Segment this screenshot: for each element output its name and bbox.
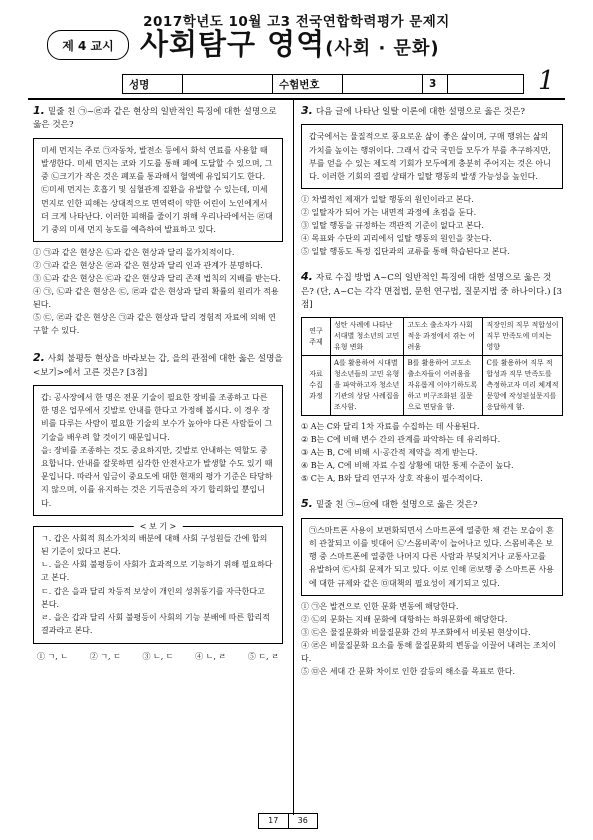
table-cell: 고도소 출소자가 사회 적응 과정에서 겪는 어려움 (404, 318, 483, 356)
question-4-options (301, 420, 563, 485)
question-3-number: 3. (301, 104, 313, 117)
table-cell: 직장인의 직무 적합성이 직무 만족도에 미치는 영향 (483, 318, 563, 356)
question-4-number: 4. (301, 270, 313, 284)
question-2-bogi-box (33, 521, 283, 644)
exam-number-label: 수험번호 (273, 75, 343, 93)
table-cell: B를 활용하여 고도소 출소자들이 어려움을 자유롭게 이야기하도록 하고 비구조화된 질문으로 면담을 함. (404, 356, 483, 416)
option[interactable]: ⑤ ㉢, ㉣과 같은 현상은 ㉠과 같은 현상과 달리 경험적 자료에 의해 연구할 수 있다. (33, 313, 276, 336)
exam-number-field (343, 75, 423, 93)
question-5-passage: ㉠스마트폰 사용이 보편화되면서 스마트폰에 열중한 채 걷는 모습이 흔히 관찰되고 이를 빗대어 ㉡'스몸비족'이 늘어나고 있다. 스몸비족은 보행 중 스마트폰에 열중한 나머지 다른 사람과 부딪치거나 교통사고를 유발하여 ㉢사회 문제가 되고 있다. 이로 인해 ㉣보행 중 스마트폰 사용에 대한 규제와 같은 ㉤대책의 필요성이 제기되고 있다. (301, 518, 563, 596)
option[interactable]: ③ A는 B, C에 비해 시·공간적 제약을 적게 받는다. (301, 448, 478, 458)
question-2-stem: 사회 불평등 현상을 바라보는 갑, 을의 관점에 대한 옳은 설명을 <보기>에서 고른 것은? [3점] (33, 354, 283, 378)
option[interactable]: ③ 일탈 행동을 규정하는 객관적 기준이 없다고 본다. (301, 221, 484, 231)
bogi-item: ㄴ. 을은 사회 불평등이 사회가 효과적으로 기능하기 위해 필요하다고 본다. (41, 560, 273, 583)
option[interactable]: ③ ㉡과 같은 현상은 ㉢과 같은 현상과 달리 존재 법칙의 지배를 받는다. (33, 274, 281, 284)
option[interactable]: ④ ㄴ, ㄹ (195, 651, 227, 661)
option[interactable]: ⑤ 일탈 행동도 특정 집단과의 교류를 통해 학습된다고 본다. (301, 247, 510, 257)
option[interactable]: ⑤ ㄷ, ㄹ (247, 651, 279, 661)
table-cell: C를 활용하여 직무 적합성과 직무 만족도를 측정하고자 미리 체계적 문항에 작성된설문지를 응답하게 함. (483, 356, 563, 416)
question-2-options (33, 650, 283, 663)
name-label: 성명 (123, 75, 183, 93)
option[interactable]: ④ B는 A, C에 비해 자료 수집 상황에 대한 통제 수준이 높다. (301, 461, 514, 471)
exam-title: 2017학년도 10월 고3 전국연합학력평가 문제지 (143, 14, 450, 30)
page-number: 1 (538, 66, 555, 96)
question-2-passage (33, 385, 283, 516)
bogi-title: < 보 기 > (134, 520, 183, 533)
option[interactable]: ① 차별적인 제재가 일탈 행동의 원인이라고 본다. (301, 195, 474, 205)
option[interactable]: ② ㉠과 같은 현상은 ㉣과 같은 현상과 달리 인과 관계가 분명하다. (33, 261, 263, 271)
passage-paragraph: 갑: 공사장에서 한 명은 전문 기술이 필요한 장비를 조종하고 다른 한 명은 업무에서 깃발로 안내를 한다고 가정해 봅시다. 이 경우 장비를 다루는 사람이 필요한 기술의 보수가 높아야 다른 사람들이 그 기술을 배우려 할 것이기 때문입니다. (41, 393, 273, 442)
exam-number-digit: 3 (423, 75, 448, 93)
question-3-passage: 갑국에서는 물질적으로 풍요로운 삶이 좋은 삶이며, 구매 행위는 삶의 가치를 높이는 행위이다. 그래서 갑국 국민들 모두가 부를 추구하지만, 부를 얻을 수 있는 제도적 기회가 모두에게 충분히 주어지는 것은 아니다. 이러한 기회의 결핍 상태가 일탈 행동의 발생 가능성을 높인다. (301, 124, 563, 189)
option[interactable]: ② 일탈자가 되어 가는 내면적 과정에 초점을 둔다. (301, 208, 477, 218)
bogi-item: ㄷ. 갑은 을과 달리 차등적 보상이 개인의 성취동기를 자극한다고 본다. (41, 586, 265, 609)
question-4-table (301, 317, 563, 416)
question-1-stem: 밑줄 친 ㉠~㉣과 같은 현상의 일반적인 특징에 대한 설명으로 옳은 것은? (33, 107, 277, 131)
question-5-options (301, 600, 563, 678)
table-cell: 성탄 사례에 나타난 서대별 청소년의 고민 유형 변화 (331, 318, 404, 356)
option[interactable]: ③ ㄴ, ㄷ (142, 651, 174, 661)
option[interactable]: ② ㉡의 문화는 지배 문화에 대항하는 하위문화에 해당한다. (301, 614, 508, 624)
right-column (301, 104, 563, 678)
question-1-number: 1. (33, 104, 45, 117)
question-2-number: 2. (33, 351, 45, 365)
question-3-stem: 다음 글에 나타난 일탈 이론에 대한 설명으로 옳은 것은? (315, 107, 525, 117)
option[interactable]: ② B는 C에 비해 변수 간의 관계를 파악하는 데 유리하다. (301, 435, 501, 445)
option[interactable]: ① ㉠은 발견으로 인한 문화 변동에 해당한다. (301, 601, 459, 611)
question-5-stem: 밑줄 친 ㉠~㉤에 대한 설명으로 옳은 것은? (315, 500, 478, 511)
question-5 (301, 497, 563, 512)
option[interactable]: ④ ㉠, ㉡과 같은 현상은 ㉢, ㉣과 같은 현상과 달리 확률의 원리가 적용된다. (33, 287, 279, 310)
subject-subtitle: (사회 · 문화) (325, 38, 440, 59)
table-row (302, 356, 563, 416)
question-3 (301, 104, 563, 119)
table-cell: A를 활용하여 시대별 청소년들의 고민 유형을 파악하고자 청소년 기관의 상담 사례집을 조사함. (331, 356, 404, 416)
bogi-item: ㄱ. 갑은 사회적 희소가치의 배분에 대해 사회 구성원들 간에 합의된 기준이 있다고 본다. (41, 533, 268, 557)
question-2 (33, 351, 283, 380)
bogi-item: ㄹ. 을은 갑과 달리 사회 불평등이 사회의 기능 분배에 따른 합리적 결과라고 본다. (41, 613, 270, 636)
page-footer (258, 813, 318, 829)
question-1 (33, 104, 283, 133)
question-5-number: 5. (301, 497, 313, 511)
option[interactable]: ③ ㉢은 물질문화와 비물질문화 간의 부조화에서 비롯된 현상이다. (301, 627, 531, 637)
question-1-passage: 미세 먼지는 주로 ㉠자동차, 발전소 등에서 화석 연료를 사용할 때 발생한다. 미세 먼지는 코와 기도를 통해 폐에 도달할 수 있으며, 그 중 ㉡크기가 작은 것은 폐포를 통과해서 혈액에 유입되기도 한다. ㉢미세 먼지는 호흡기 및 심혈관계 질환을 유발할 수 있는데, 미세 먼지로 인한 피해는 상대적으로 면역력이 약한 어린이 노인에게서 더 크게 나타난다. 이러한 피해를 줄이기 위해 우리나라에서는 ㉣대기 중의 미세 먼지 농도를 예측하여 발표하고 있다. (33, 138, 283, 242)
candidate-info-bar (122, 74, 524, 94)
column-divider (293, 100, 294, 815)
name-field (183, 75, 273, 93)
table-row (302, 318, 563, 356)
passage-paragraph: 을: 장비를 조종하는 것도 중요하지만, 깃발로 안내하는 역할도 중요합니다. 안내를 잘못하면 심각한 안전사고가 발생할 수도 있기 때문입니다. 따라서 임금이 중요도에 대한 현재의 평가 기준은 타당하지 않으며, 이를 유지하는 것은 기득권층의 자기 합리화일 뿐입니다. (41, 445, 273, 508)
question-1-options (33, 246, 283, 337)
option[interactable]: ① A는 C와 달리 1차 자료를 수집하는 데 사용된다. (301, 422, 480, 432)
question-4 (301, 270, 563, 312)
question-3-options (301, 193, 563, 258)
table-cell: 연구 주제 (302, 318, 331, 356)
option[interactable]: ⑤ C는 A, B와 달리 연구자 상호 작용이 필수적이다. (301, 474, 483, 484)
question-4-stem: 자료 수집 방법 A~C의 일반적인 특징에 대한 설명으로 옳은 것은? (단, A~C는 각각 면접법, 문헌 연구법, 질문지법 중 하나이다.) [3점] (301, 273, 562, 311)
footer-total: 36 (297, 816, 308, 825)
exam-number-rest (448, 75, 523, 93)
option[interactable]: ② ㄱ, ㄷ (89, 651, 121, 661)
subject-title (140, 22, 440, 63)
table-cell: 자료 수집 과정 (302, 356, 331, 416)
left-column (33, 104, 283, 663)
header-divider (28, 98, 565, 100)
option[interactable]: ⑤ ㉤은 세대 간 문화 차이로 인한 갈등의 해소를 목표로 한다. (301, 666, 515, 676)
footer-page: 17 (259, 814, 289, 828)
option[interactable]: ④ ㉣은 비물질문화 요소를 통해 물질문화의 변동을 이끌어 내려는 조치이다. (301, 640, 557, 663)
subject-name: 사회탐구 영역 (140, 27, 326, 61)
option[interactable]: ① ㄱ, ㄴ (37, 651, 69, 661)
option[interactable]: ④ 목표와 수단의 괴리에서 일탈 행동의 원인을 찾는다. (301, 234, 492, 244)
option[interactable]: ① ㉠과 같은 현상은 ㉡과 같은 현상과 달리 몰가치적이다. (33, 248, 235, 258)
session-label: 제 4 교시 (47, 30, 129, 60)
